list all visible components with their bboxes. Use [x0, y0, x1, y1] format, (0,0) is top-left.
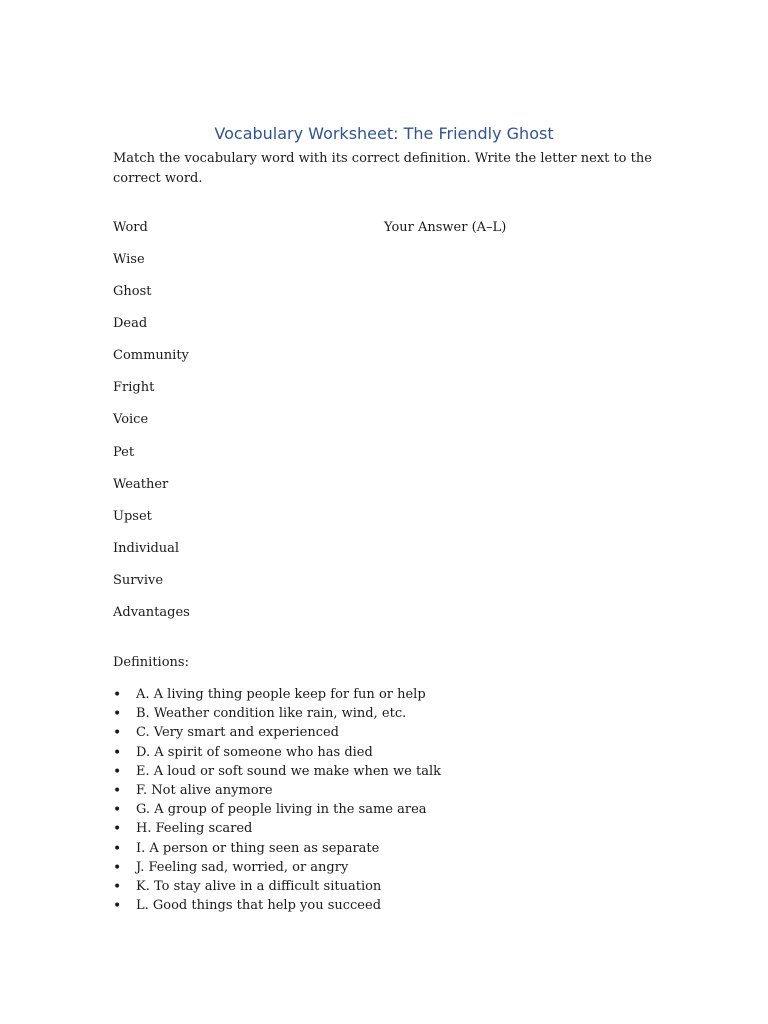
- definition-text: B. Weather condition like rain, wind, etc.: [136, 706, 407, 722]
- definition-text: H. Feeling scared: [136, 821, 253, 837]
- word-item: Individual: [113, 540, 180, 556]
- word-item: Fright: [113, 380, 155, 396]
- definition-item: [113, 841, 441, 860]
- definition-text: F. Not alive anymore: [136, 782, 273, 798]
- word-item: Community: [113, 348, 189, 364]
- definition-text: L. Good things that help you succeed: [136, 898, 382, 914]
- page-title: Vocabulary Worksheet: The Friendly Ghost: [214, 124, 554, 143]
- definition-item: [113, 783, 441, 802]
- bullet-icon: •: [113, 706, 122, 723]
- bullet-icon: •: [113, 821, 122, 838]
- definition-text: A. A living thing people keep for fun or help: [136, 687, 426, 702]
- definition-item: [113, 764, 441, 783]
- bullet-icon: •: [113, 687, 122, 703]
- word-list: [113, 252, 190, 637]
- definitions-heading: Definitions:: [113, 655, 189, 670]
- bullet-icon: •: [113, 802, 122, 819]
- definition-item: [113, 879, 441, 898]
- definition-item: [113, 802, 441, 821]
- definition-item: [113, 898, 441, 917]
- bullet-icon: •: [113, 878, 122, 895]
- definition-text: I. A person or thing seen as separate: [136, 840, 380, 856]
- bullet-icon: •: [113, 859, 122, 876]
- instructions-text: Match the vocabulary word with its correct definition. Write the letter next to the correct word.: [113, 151, 652, 186]
- bullet-icon: •: [113, 763, 122, 780]
- bullet-icon: •: [113, 725, 122, 742]
- word-item: Wise: [113, 252, 145, 267]
- word-item: Advantages: [113, 605, 190, 621]
- definition-item: [113, 821, 441, 840]
- definition-item: [113, 706, 441, 725]
- definition-item: [113, 687, 441, 706]
- definition-text: D. A spirit of someone who has died: [136, 744, 373, 760]
- definition-item: [113, 860, 441, 879]
- bullet-icon: •: [113, 744, 122, 761]
- word-item: Upset: [113, 508, 152, 524]
- word-item: Dead: [113, 316, 148, 332]
- definition-text: J. Feeling sad, worried, or angry: [136, 859, 349, 875]
- definition-item: [113, 725, 441, 744]
- column-header-word: Word: [113, 220, 148, 235]
- definition-text: E. A loud or soft sound we make when we talk: [136, 763, 442, 779]
- word-item: Pet: [113, 444, 135, 460]
- definitions-list: [113, 687, 441, 917]
- bullet-icon: •: [113, 782, 122, 799]
- column-header-answer: Your Answer (A–L): [384, 220, 507, 235]
- definition-text: C. Very smart and experienced: [136, 725, 339, 741]
- bullet-icon: •: [113, 840, 122, 857]
- word-item: Survive: [113, 572, 164, 588]
- column-header-row: [113, 220, 653, 238]
- word-item: Weather: [113, 476, 169, 492]
- definition-text: K. To stay alive in a difficult situation: [136, 878, 382, 894]
- definition-text: G. A group of people living in the same area: [136, 802, 427, 818]
- word-item: Voice: [113, 412, 149, 428]
- word-item: Ghost: [113, 284, 152, 300]
- definition-item: [113, 745, 441, 764]
- bullet-icon: •: [113, 898, 122, 915]
